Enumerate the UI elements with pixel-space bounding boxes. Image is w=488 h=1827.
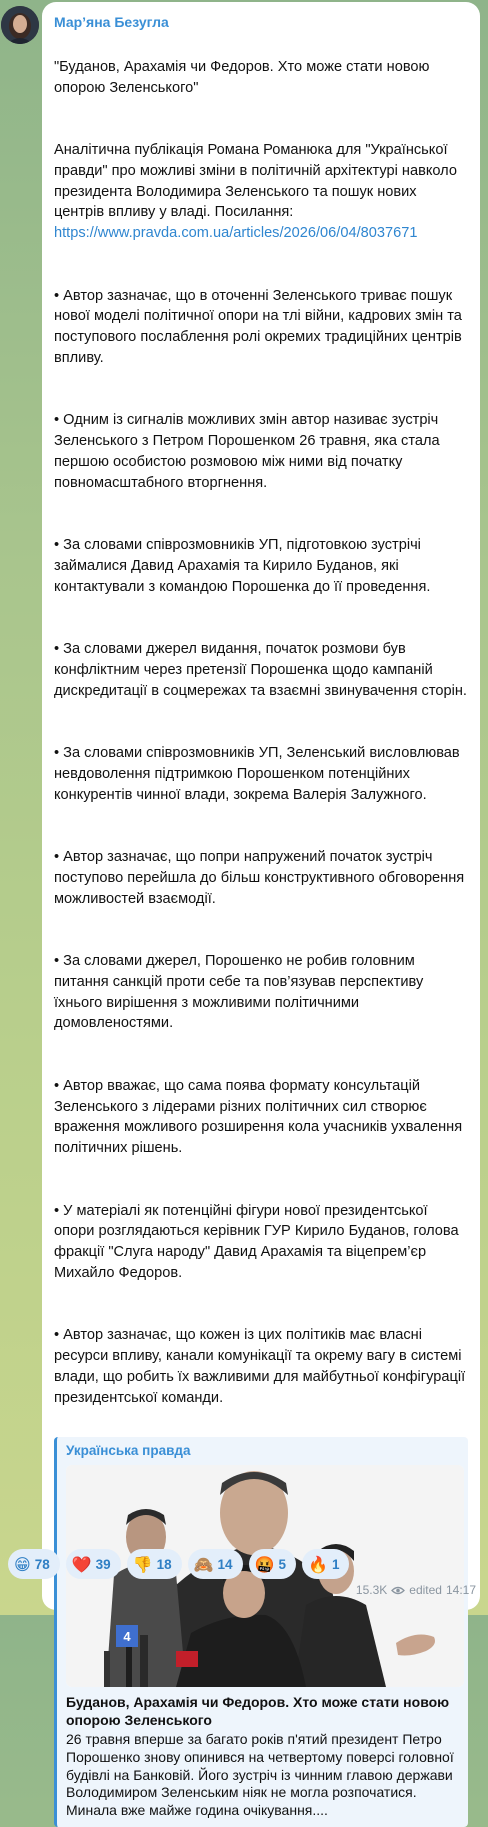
reaction-heart[interactable] [66, 1549, 121, 1579]
mic-label: 4 [123, 1629, 131, 1645]
reaction-count: 1 [331, 1556, 340, 1572]
reaction-count: 5 [278, 1556, 287, 1572]
see-no-evil-monkey-icon: 🙈 [193, 1554, 214, 1574]
message-footer [8, 1549, 480, 1597]
avatar-portrait [1, 6, 39, 44]
reaction-thumbs-down[interactable] [127, 1549, 182, 1579]
preview-site-name: Українська правда [66, 1443, 191, 1459]
reaction-count: 39 [95, 1556, 111, 1572]
bullet-point: • Одним із сигналів можливих змін автор називає зустріч Зеленського з Петром Порошенком 26 травня, яка стала першою особистою розмовою між ними від початку повномасштабного вторгнення. [54, 412, 440, 491]
bullet-point: • За словами співрозмовників УП, Зеленський висловлював невдоволення підтримкою Порошенком потенційних конкурентів чинної влади, зокрема Валерія Залужного. [54, 745, 460, 803]
bullet-point: • За словами джерел, Порошенко не робив головним питання санкцій проти себе та пов’язував перспективу їхнього вирішення з можливими політичними домовленостями. [54, 953, 424, 1032]
eye-icon [391, 1586, 405, 1595]
reaction-angry[interactable] [249, 1549, 296, 1579]
reactions-bar [8, 1549, 480, 1579]
bullet-point: • Автор зазначає, що попри напружений початок зустріч поступово перейшла до більш конструктивного обговорення можливостей взаємодії. [54, 849, 465, 907]
reaction-count: 18 [156, 1556, 172, 1572]
heart-icon: ❤️ [71, 1554, 92, 1574]
message-headline: "Буданов, Арахамія чи Федоров. Хто може стати новою опорою Зеленського" [54, 58, 430, 96]
grin-icon: 😁 [14, 1554, 31, 1574]
reaction-see-no-evil[interactable] [188, 1549, 243, 1579]
author-avatar[interactable] [1, 6, 39, 44]
thumbs-down-icon: 👎 [132, 1554, 153, 1574]
bullet-point: • У матеріалі як потенційні фігури нової президентської опори розглядаються керівник ГУР Кирило Буданов, голова фракції "Слуга народу" Давид Арахамія та віцепрем’єр Михайло Федоров. [54, 1202, 459, 1282]
message-meta [356, 1583, 476, 1597]
bullet-point: • За словами джерел видання, початок розмови був конфліктним через претензії Порошенка щодо кампаній дискредитації в соцмережах та взаємні звинувачення сторін. [54, 641, 467, 699]
edited-label: edited [409, 1583, 442, 1597]
link-preview[interactable] [54, 1437, 468, 1827]
preview-title: Буданов, Арахамія чи Федоров. Хто може стати новою опорою Зеленського [66, 1694, 450, 1729]
message-text [54, 36, 468, 1429]
angry-face-icon: 🤬 [254, 1554, 275, 1574]
intro-text: Аналітична публікація Романа Романюка для "Української правди" про можливі зміни в політичній архітектурі навколо президента Володимира Зеленського та пошук нових центрів впливу у владі. Посилання: [54, 141, 457, 221]
reaction-count: 78 [34, 1556, 50, 1572]
reaction-fire[interactable] [302, 1549, 349, 1579]
article-link[interactable]: https://www.pravda.com.ua/articles/2026/06/04/8037671 [54, 225, 418, 242]
bullet-point: • Автор зазначає, що кожен із цих політиків має власні ресурси впливу, канали комунікації та окрему вагу в системі влади, що робить їх важливими для майбутньої конфігурації президентської команди. [54, 1327, 466, 1406]
bullet-point: • За словами співрозмовників УП, підготовкою зустрічі займалися Давид Арахамія та Кирило Буданов, які контактували з командою Порошенка до її проведення. [54, 537, 431, 595]
view-count: 15.3K [355, 1583, 388, 1597]
fire-icon: 🔥 [308, 1554, 328, 1574]
message-intro [54, 140, 468, 244]
bullet-point: • Автор вважає, що сама поява формату консультацій Зеленського з лідерами різних політичних сил створює враження можливого розширення кола учасників ухвалення політичних рішень. [54, 1077, 463, 1157]
reaction-count: 14 [217, 1556, 233, 1572]
message-bubble [42, 2, 480, 1818]
author-name[interactable]: Мар’яна Безугла [54, 14, 169, 30]
message-time: 14:17 [445, 1583, 476, 1597]
bullet-point: • Автор зазначає, що в оточенні Зеленського триває пошук нової моделі політичної опори на тлі війни, кадрових змін та поступового послаблення ролі окремих традиційних центрів впливу. [54, 287, 462, 366]
reaction-grin[interactable] [8, 1549, 60, 1579]
preview-description: 26 травня вперше за багато років п'ятий президент Петро Порошенко знову опинився на четвертому поверсі головної будівлі на Банковій. Його зустріч із чинним главою держави Володимиром Зеленським ніяк не могла розпочатися. Минала вже майже година очікування.... [66, 1731, 454, 1818]
